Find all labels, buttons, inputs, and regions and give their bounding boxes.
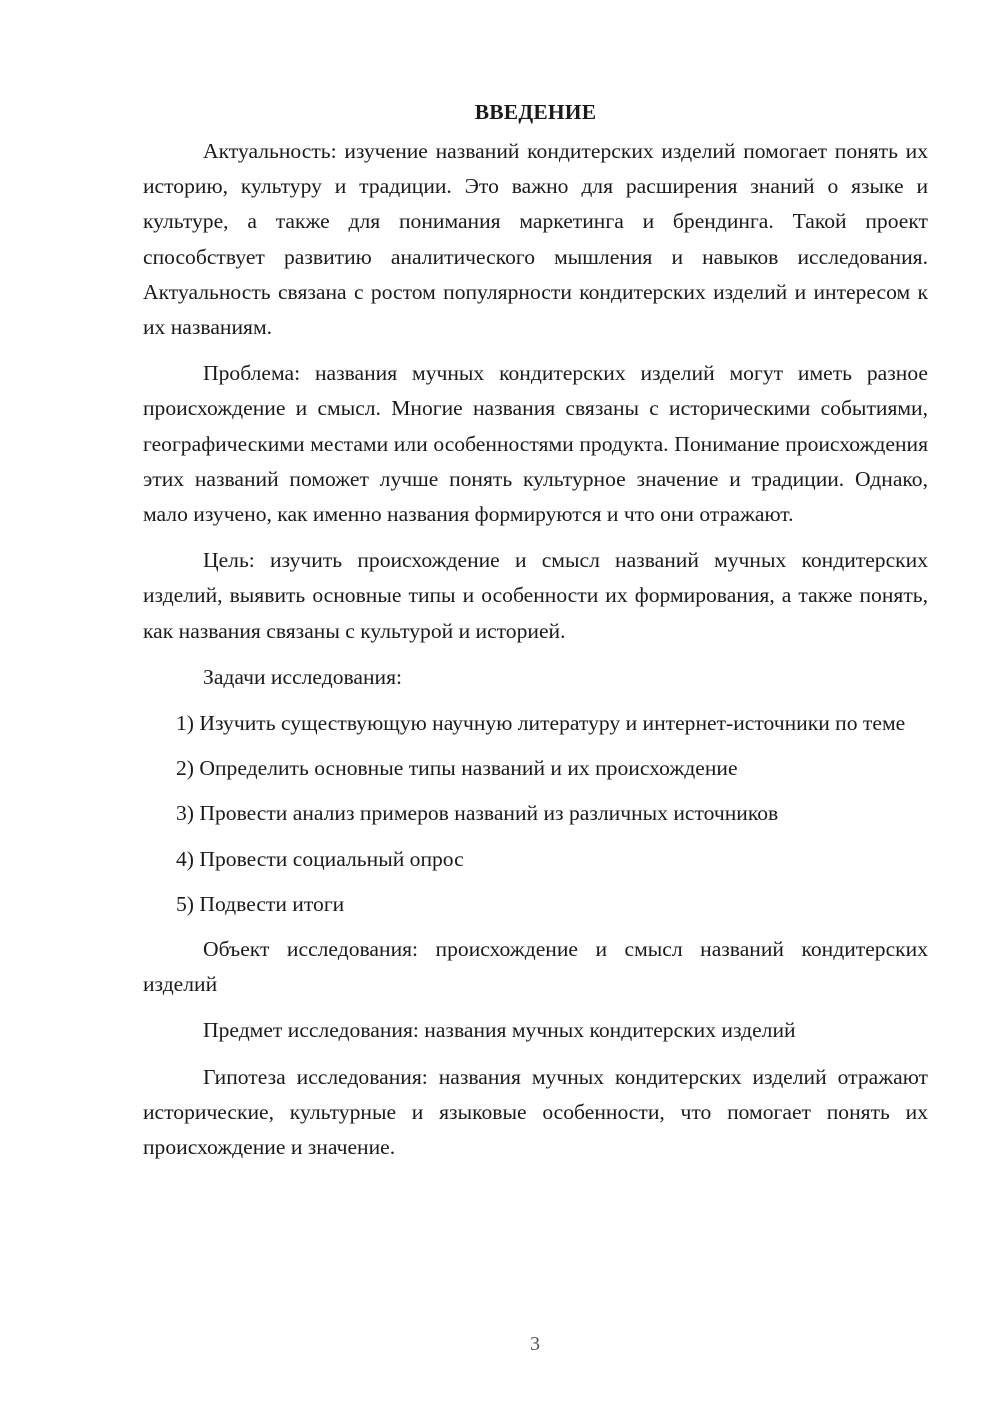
page-number: 3 [530, 1333, 540, 1355]
list-item-task-4: 4) Провести социальный опрос [176, 846, 464, 871]
list-item-task-1: 1) Изучить существующую научную литературу и интернет-источники по теме [176, 711, 906, 736]
list-item-task-2: 2) Определить основные типы названий и их происхождение [176, 756, 738, 781]
paragraph-tasks-heading: Задачи исследования: [203, 664, 403, 689]
paragraph-goal: Цель: изучить происхождение и смысл названий мучных кондитерских изделий, выявить основные типы и особенности их формирования, а также понять, как названия связаны с культурой и историей. [143, 548, 928, 643]
paragraph-object: Объект исследования: происхождение и смысл названий кондитерских изделий [143, 937, 928, 997]
page-body [143, 95, 928, 1176]
paragraph-relevance: Актуальность: изучение названий кондитерских изделий помогает понять их историю, культуру и традиции. Это важно для расширения знаний о языке и культуре, а также для понимания маркетинга и брендинга. Такой проект способствует развитию аналитического мышления и навыков исследования. Актуальность связана с ростом популярности кондитерских изделий и интересом к их названиям. [143, 139, 928, 340]
list-item-task-3: 3) Провести анализ примеров названий из различных источников [176, 801, 779, 826]
paragraph-subject: Предмет исследования: названия мучных кондитерских изделий [203, 1018, 796, 1043]
page-title: ВВЕДЕНИЕ [474, 100, 597, 124]
list-item-task-5: 5) Подвести итоги [176, 891, 345, 916]
paragraph-hypothesis: Гипотеза исследования: названия мучных кондитерских изделий отражают исторические, культурные и языковые особенности, что помогает понять их происхождение и значение. [143, 1064, 928, 1160]
paragraph-problem: Проблема: названия мучных кондитерских изделий могут иметь разное происхождение и смысл. Многие названия связаны с историческими событиями, географическими местами или особенностями продукта. Понимание происхождения этих названий поможет лучше понять культурное значение и традиции. Однако, мало изучено, как именно названия формируются и что они отражают. [143, 361, 928, 527]
